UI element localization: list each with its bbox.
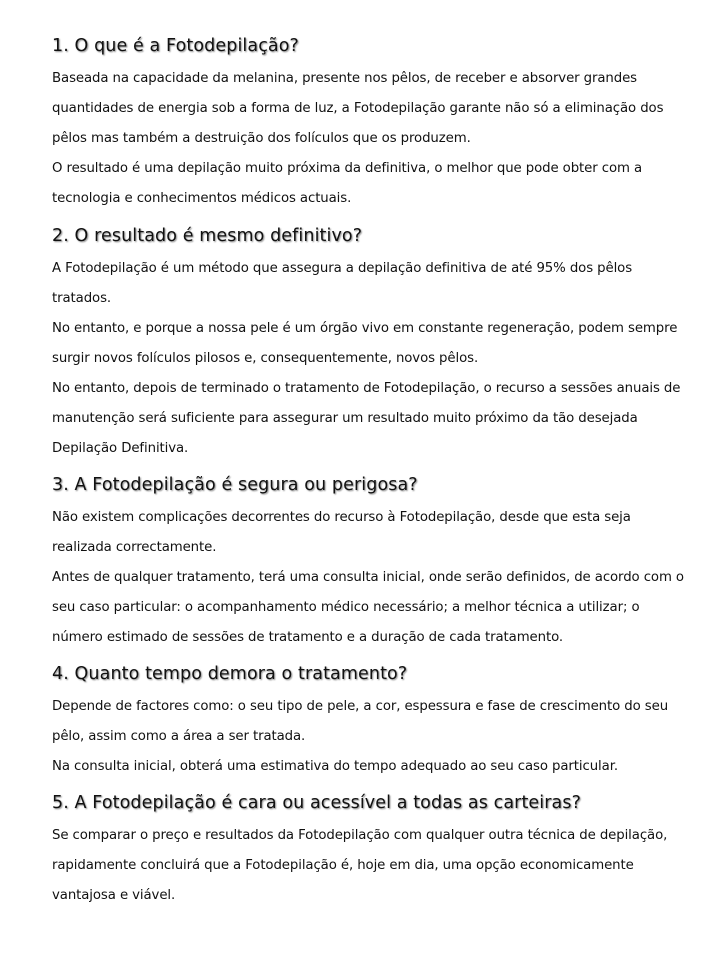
section-heading: 5. A Fotodepilação é cara ou acessível a todas as carteiras?	[52, 793, 581, 813]
paragraph: A Fotodepilação é um método que assegura a depilação definitiva de até 95% dos pêlos tratados.	[52, 261, 633, 306]
paragraph: Na consulta inicial, obterá uma estimativa do tempo adequado ao seu caso particular.	[52, 759, 618, 774]
faq-section-1	[52, 30, 692, 214]
faq-section-3	[52, 469, 692, 653]
paragraph: No entanto, depois de terminado o tratamento de Fotodepilação, o recurso a sessões anuais de manutenção será suficiente para assegurar um resultado muito próximo da tão desejada Depilação Definitiva.	[52, 381, 681, 456]
section-heading: 1. O que é a Fotodepilação?	[52, 36, 299, 56]
faq-section-4	[52, 658, 692, 782]
section-heading: 2. O resultado é mesmo definitivo?	[52, 226, 363, 246]
faq-section-2	[52, 220, 692, 464]
paragraph: Depende de factores como: o seu tipo de pele, a cor, espessura e fase de crescimento do seu pêlo, assim como a área a ser tratada.	[52, 699, 669, 744]
paragraph: No entanto, e porque a nossa pele é um órgão vivo em constante regeneração, podem sempre surgir novos folículos pilosos e, consequentemente, novos pêlos.	[52, 321, 678, 366]
section-heading: 3. A Fotodepilação é segura ou perigosa?	[52, 475, 418, 495]
paragraph: O resultado é uma depilação muito próxima da definitiva, o melhor que pode obter com a tecnologia e conhecimentos médicos actuais.	[52, 161, 643, 206]
paragraph: Se comparar o preço e resultados da Fotodepilação com qualquer outra técnica de depilação, rapidamente concluirá que a Fotodepilação é, hoje em dia, uma opção economicamente vantajosa e viável.	[52, 828, 668, 903]
paragraph: Baseada na capacidade da melanina, presente nos pêlos, de receber e absorver grandes quantidades de energia sob a forma de luz, a Fotodepilação garante não só a eliminação dos pêlos mas também a destruição dos folículos que os produzem.	[52, 71, 664, 146]
paragraph: Não existem complicações decorrentes do recurso à Fotodepilação, desde que esta seja realizada correctamente.	[52, 510, 631, 555]
paragraph: Antes de qualquer tratamento, terá uma consulta inicial, onde serão definidos, de acordo com o seu caso particular: o acompanhamento médico necessário; a melhor técnica a utilizar; o número estimado de sessões de tratamento e a duração de cada tratamento.	[52, 570, 684, 645]
section-heading: 4. Quanto tempo demora o tratamento?	[52, 664, 408, 684]
document-body	[52, 30, 692, 911]
faq-section-5	[52, 787, 692, 911]
